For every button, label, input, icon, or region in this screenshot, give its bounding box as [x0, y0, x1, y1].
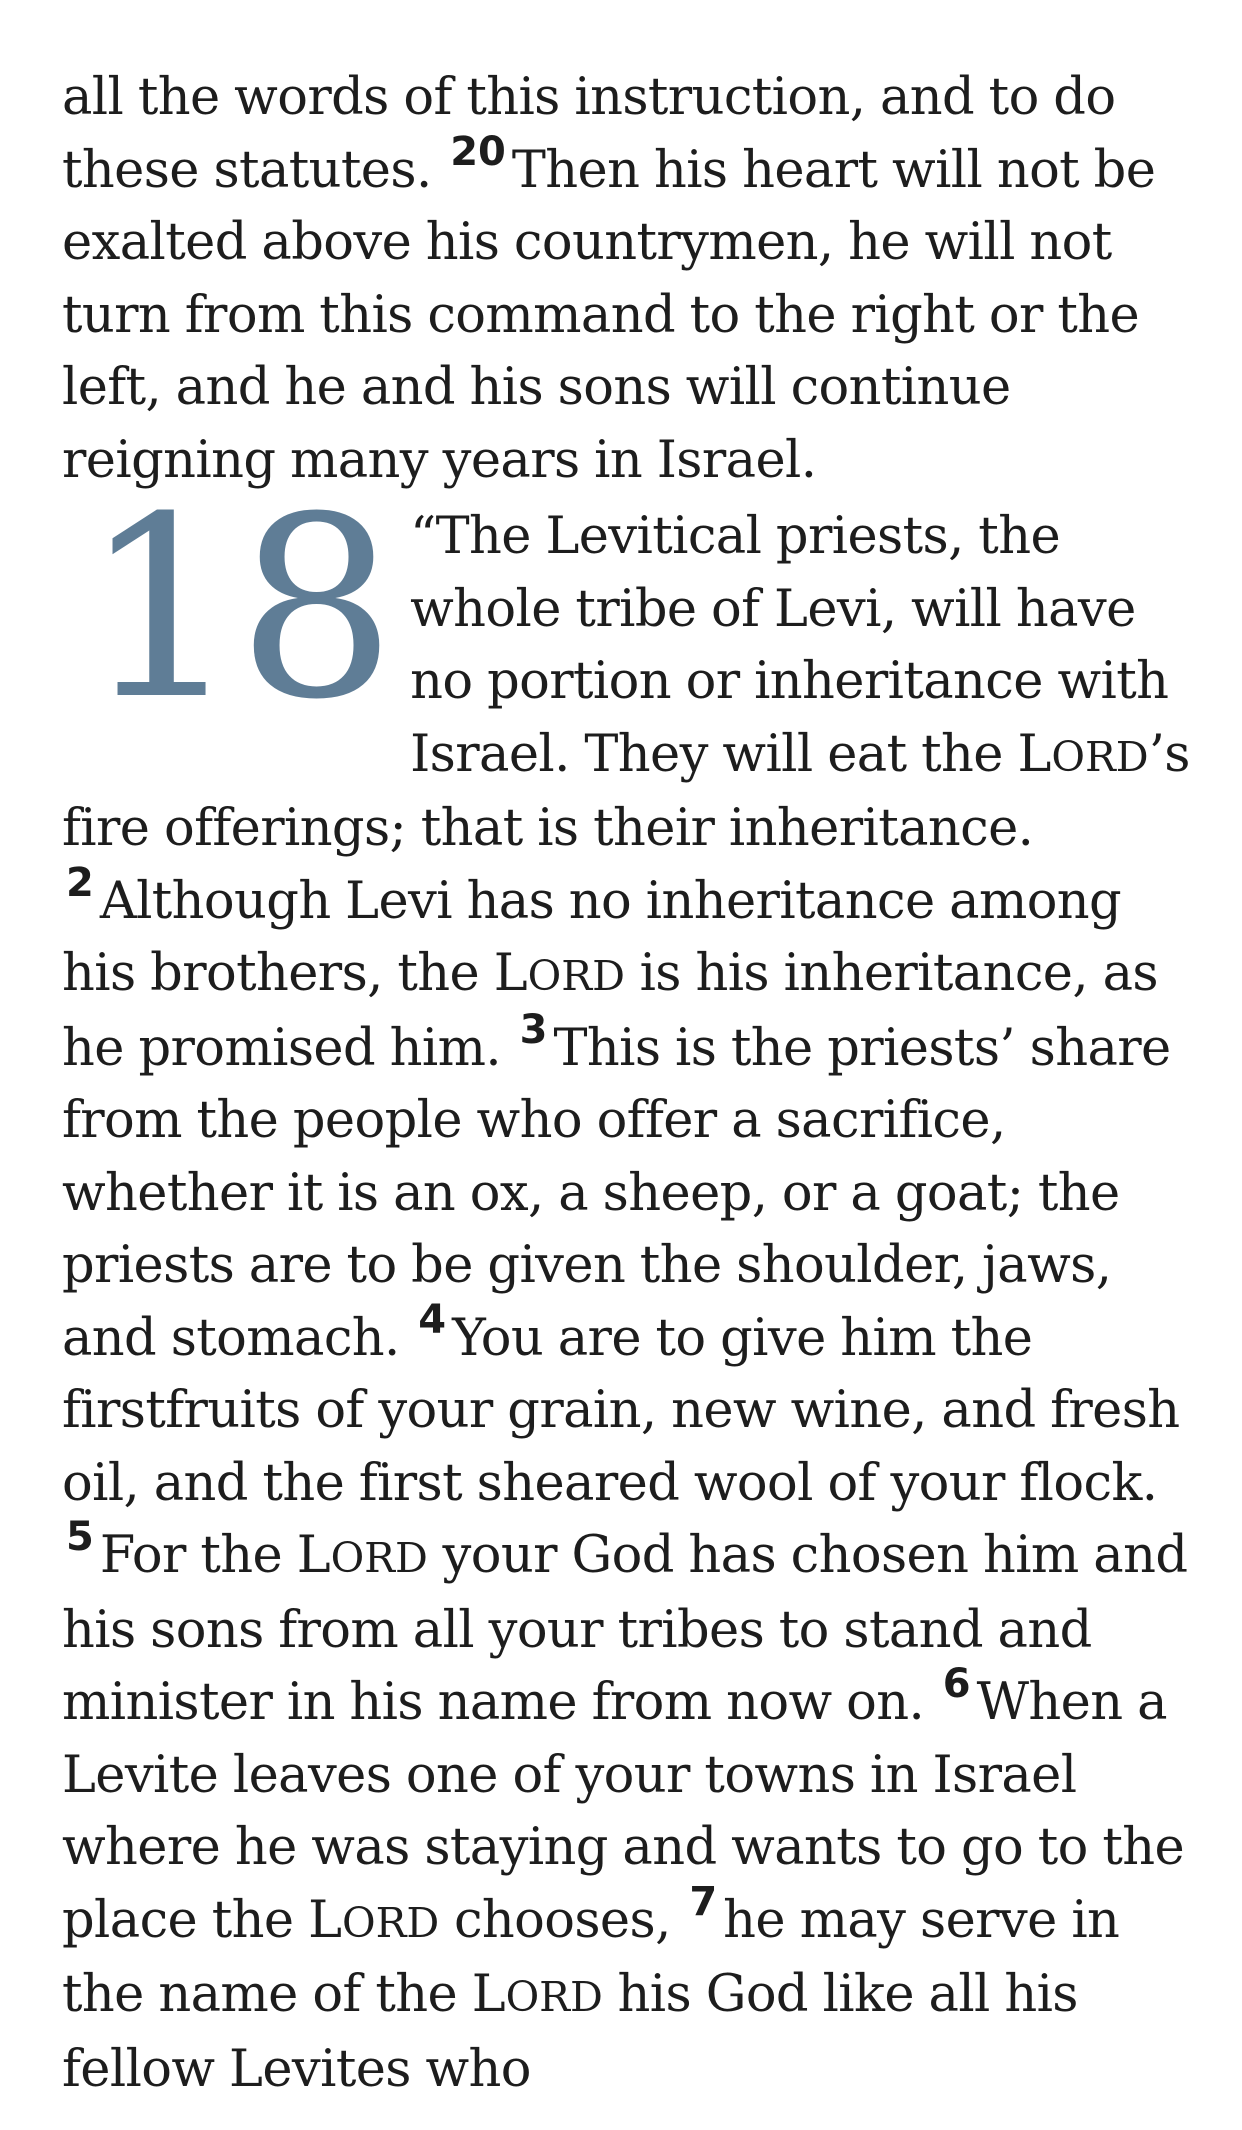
- verse-text: he may serve in the name of the: [62, 1890, 1120, 2024]
- divine-name: LORD: [471, 1965, 603, 2024]
- verse-text: Then his heart will not be exalted above his countrymen, he will not turn from this command to the right or the left, and he and his sons will continue reigning many years in Israel.: [62, 140, 1156, 490]
- verse-text: all the words of this instruction, and to do these statutes.: [62, 68, 1116, 200]
- chapter-number: 18: [82, 463, 393, 754]
- verse-text: This is the priests’ share from the people who offer a sacrifice, whether it is an ox, a sheep, or a goat; the priests are to be given the shoulder, jaws, and stomach.: [62, 1018, 1171, 1368]
- divine-name: LORD: [308, 1890, 440, 1950]
- verse-text: is his inheritance, as he promised him.: [62, 944, 1158, 1078]
- verse-text: When a Levite leaves one of your towns in Israel where he was staying and wants to go to the place the: [62, 1673, 1185, 1950]
- verse-text: Although Levi has no inheritance among his brothers, the: [62, 871, 1122, 1003]
- scripture-page: [62, 62, 1194, 2106]
- verse-number: 4: [418, 1296, 447, 1343]
- verse-number: 7: [689, 1878, 718, 1925]
- chapter-paragraph: [62, 463, 1194, 2106]
- paragraph-continuation: [62, 62, 1194, 497]
- verse-text: “The Levitical priests, the whole tribe of Levi, will have no portion or inheritance with Israel. They will eat the: [410, 507, 1169, 784]
- verse-number: 5: [66, 1514, 94, 1560]
- verse-text: For the: [99, 1526, 283, 1585]
- divine-name: LORD: [296, 1526, 428, 1585]
- verse-number: 6: [942, 1661, 971, 1707]
- verse-text: chooses,: [453, 1890, 671, 1950]
- divine-name: LORD: [1017, 724, 1149, 784]
- verse-number: 2: [66, 859, 94, 906]
- verse-number: 3: [519, 1006, 548, 1053]
- verse-text: ’s fire offerings; that is their inheritance.: [62, 724, 1190, 858]
- divine-name: LORD: [493, 944, 625, 1003]
- verse-text: You are to give him the firstfruits of your grain, new wine, and fresh oil, and the first sheared wool of your flock.: [62, 1308, 1180, 1513]
- verse-text: your God has chosen him and his sons from all your tribes to stand and minister in his name from now on.: [62, 1526, 1188, 1732]
- verse-number: 20: [450, 128, 506, 175]
- verse-text: his God like all his fellow Levites who: [62, 1965, 1078, 2099]
